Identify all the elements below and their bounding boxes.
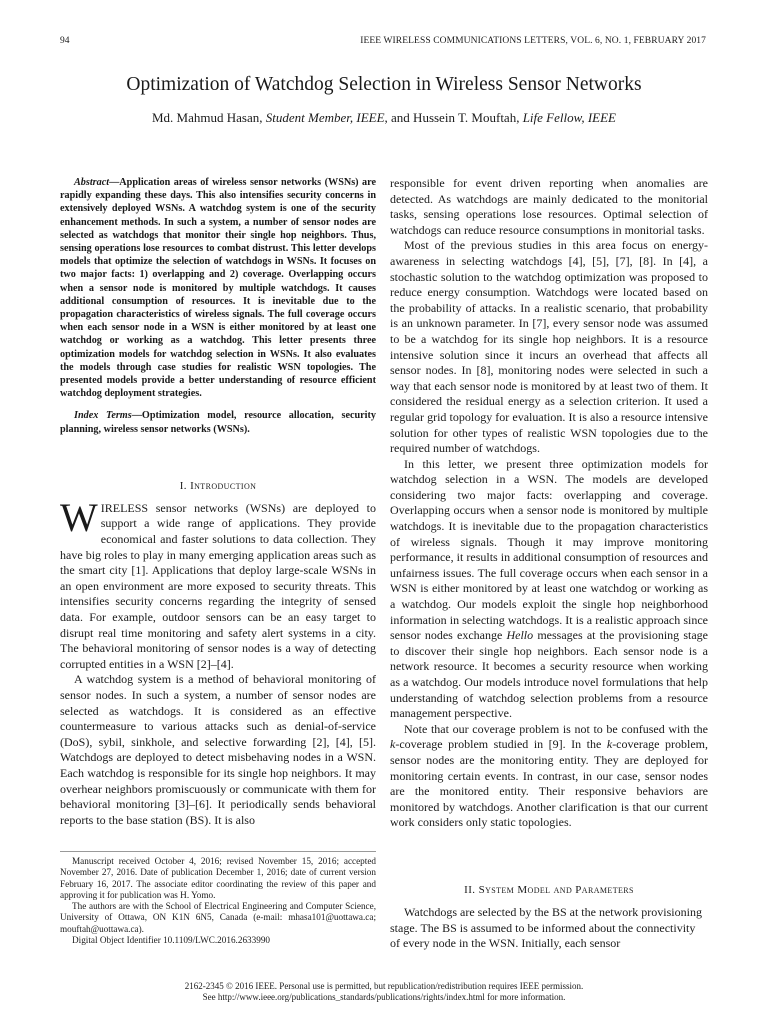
k-symbol: k	[606, 737, 613, 752]
section-1-heading	[60, 480, 376, 492]
intro-smallcaps: IRELESS	[100, 500, 149, 515]
index-terms-label: Index Terms	[74, 410, 132, 422]
index-terms-text: —Optimization model, resource allocation, security planning, wireless sensor networks (WSNs).	[60, 410, 376, 435]
section-1-title: Introduction	[190, 479, 257, 492]
section-2	[390, 884, 708, 952]
footnote-rule	[60, 851, 376, 852]
p3-text-a: In this letter, we present three optimization models for watchdog selection in a WSN. The models are developed considering two major facts: overlapping and coverage. Overlapping occurs when a sensor node is monitored by multiple watchdogs. It is inevitable due to the propagation characteristics of wireless signals. Though it may improve monitoring performance, it results in additional consumption of resources and unfairness issues. The full coverage occurs when each sensor in a WSN is either monitored by at least one watchdog or working as a watchdog. Our models exploit the single hop neighborhood information in selecting watchdogs. It is a realistic approach since sensor nodes exchange	[390, 456, 708, 643]
author-2-role: Life Fellow, IEEE	[522, 110, 616, 125]
author-1: Md. Mahmud Hasan,	[152, 110, 263, 125]
footnote-manuscript: Manuscript received October 4, 2016; revised November 15, 2016; accepted November 27, 2016. Date of publication December 1, 2016; date of current version February 16, 2017. The associate editor coordinating the review of this paper and approving it for publication was H. Yomo.	[60, 856, 376, 900]
right-paragraph-1: responsible for event driven reporting when anomalies are detected. As watchdogs are mainly dedicated to the monitorial tasks, sensing operations lose resources. Optimal selection of watchdogs can reduce resource consumptions in monitorial tasks.	[390, 176, 708, 237]
p4-text-c: -coverage problem, sensor nodes are the monitoring entity. They are deployed for monitoring certain events. In contrast, in our case, sensor nodes are the monitored entity. Their responsive behaviors are monitored by watchdogs. Another clarification is that our current work considers only static topologies.	[390, 737, 708, 830]
abstract	[60, 176, 376, 400]
right-paragraph-3	[390, 457, 708, 722]
k-symbol: k	[390, 737, 396, 752]
intro-p1-text: sensor networks (WSNs) are deployed to support a wide range of applications. They provide economical and faster solutions to data collection. They have big roles to play in many emerging application areas such as the smart city [1]. Applications that deploy large-scale WSNs in an open environment are more exposed to security threats. This intensifies security concerns regarding the integrity of sensed data. For example, outdoor sensors can be an easy target to disrupt real time monitoring and safety alert systems in a city. The behavioral monitoring of sensor nodes is a way of detecting corrupted entities in a WSN [2]–[4].	[60, 500, 376, 671]
drop-cap: W	[60, 494, 98, 540]
page-number: 94	[60, 36, 70, 46]
hello-term: Hello	[506, 628, 534, 643]
index-terms	[60, 409, 376, 435]
p4-text-b: -coverage problem studied in [9]. In the	[395, 737, 607, 752]
copyright-line-1: 2162-2345 © 2016 IEEE. Personal use is permitted, but republication/redistribution requires IEEE permission.	[184, 981, 584, 991]
copyright-line-2: See http://www.ieee.org/publications_standards/publications/rights/index.html for more information.	[202, 992, 566, 1002]
abstract-text: —Application areas of wireless sensor networks (WSNs) are rapidly expanding these days. This also intensifies security concerns in extensively deployed WSNs. A watchdog system is one of the security enhancement methods. In such a system, a number of sensor nodes are selected as watchdogs that monitor their single hop neighbors. Thus, sensing operations lose resources to combat distrust. This letter develops models that optimize the selection of watchdogs in WSNs. It focuses on two major facts: 1) overlapping and 2) coverage. Overlapping occurs when a sensor node is monitored by multiple watchdogs. It causes additional consumption of resources. It is inevitable due to the propagation characteristics of wireless signals. The full coverage occurs when each sensor node in a WSN is either monitored by at least one watchdog or working as a watchdog. This letter presents three optimization models for watchdog selection in WSNs. It also evaluates the models through case studies for realistic WSN topologies. The presented models provide a better understanding of resource efficient watchdog deployment strategies.	[60, 177, 376, 400]
left-column	[60, 176, 376, 828]
copyright-notice	[0, 981, 768, 1003]
p4-text-a: Note that our coverage problem is not to be confused with the	[404, 721, 708, 736]
footnote	[60, 856, 376, 946]
right-column	[390, 176, 708, 831]
author-1-role: Student Member, IEEE	[265, 110, 385, 125]
footnote-doi: Digital Object Identifier 10.1109/LWC.2016.2633990	[72, 935, 271, 946]
author-joiner: , and Hussein T. Mouftah,	[384, 110, 520, 125]
p3-text-b: messages at the provisioning stage to discover their single hop neighbors. Each sensor node is a network resource. It becomes a security resource when working as a watchdog. Our models introduce novel formulations that help understanding of watchdog selection problems from a resource management perspective.	[390, 628, 708, 721]
footnote-affiliation: The authors are with the School of Electrical Engineering and Computer Science, University of Ottawa, ON K1N 6N5, Canada (e-mail: mhasa101@uottawa.ca; mouftah@uottawa.ca).	[60, 901, 376, 934]
right-paragraph-2: Most of the previous studies in this area focus on energy-awareness in selecting watchdogs [4], [5], [7], [8]. In [4], a stochastic solution to the watchdog optimization was proposed to reduce energy consumption. Watchdogs were located based on the probability of attacks. In a realistic scenario, that probability is an unknown parameter. In [7], every sensor node was assumed to be a watchdog for its single hop neighbors. It is a resource intensive solution since it incurs an overhead that affects all sensor nodes. In [8], monitoring nodes were selected in such a way that each sensor node is monitored by at least two of them. It considered the residual energy as a selection criterion. It used a regular grid topology for evaluation. It is also a resource intensive solution for other types of realistic WSN topologies due to the required number of watchdogs.	[390, 238, 708, 456]
section-2-paragraph-1: Watchdogs are selected by the BS at the network provisioning stage. The BS is assumed to be informed about the connectivity of every node in the WSN. Initially, each sensor	[390, 905, 702, 951]
section-2-title: System Model and Parameters	[478, 884, 634, 896]
abstract-label: Abstract	[74, 177, 110, 188]
section-2-heading	[390, 884, 708, 896]
intro-paragraph-1	[60, 494, 376, 673]
journal-header: IEEE WIRELESS COMMUNICATIONS LETTERS, VOL. 6, NO. 1, FEBRUARY 2017	[360, 36, 706, 46]
author-line	[0, 110, 768, 126]
section-1-number: I.	[179, 479, 187, 492]
right-paragraph-4	[390, 722, 708, 831]
intro-paragraph-2: A watchdog system is a method of behavioral monitoring of sensor nodes. In such a system, a number of sensor nodes are selected as watchdogs. It is considered as an effective countermeasure to various attacks such as denial-of-service (DoS), sybil, sinkhole, and selective forwarding [2], [4], [5]. Watchdogs are deployed to detect misbehaving nodes in a WSN. Each watchdog is responsible for its single hop neighbors. It may overhear neighbors promiscuously or communicate with them for behavioral monitoring [3]–[6]. It periodically sends behavioral reports to the base station (BS). It is also	[60, 672, 376, 827]
section-2-number: II.	[464, 884, 476, 896]
paper-title: Optimization of Watchdog Selection in Wireless Sensor Networks	[126, 74, 642, 95]
